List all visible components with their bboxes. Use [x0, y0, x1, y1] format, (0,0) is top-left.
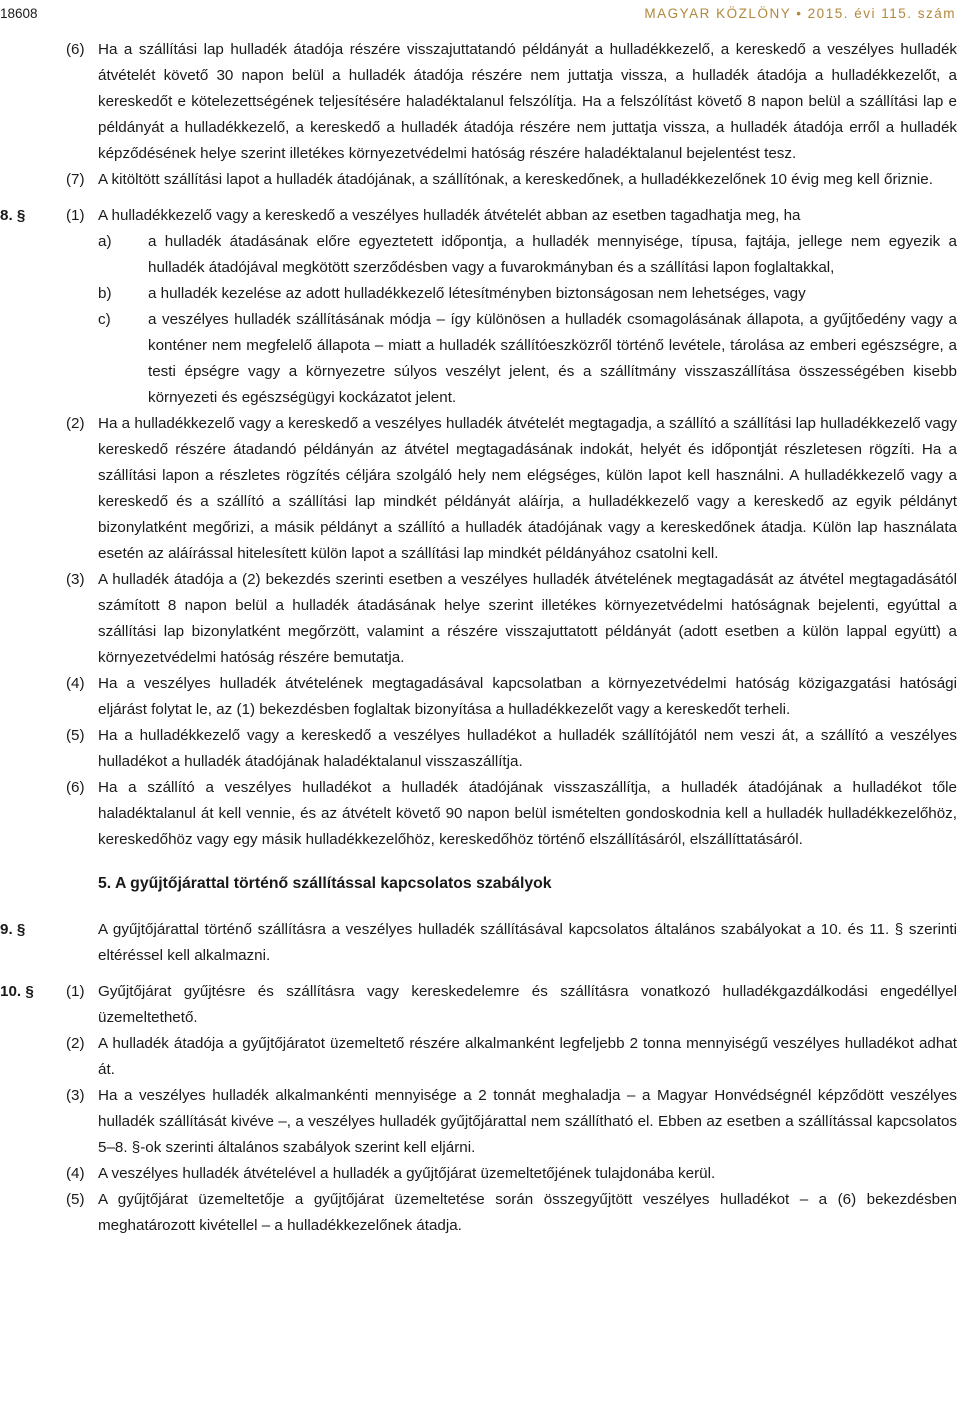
paragraph [0, 1031, 960, 1083]
paragraph-text: a hulladék kezelése az adott hulladékkezelő létesítményben biztonságosan nem lehetséges, vagy [148, 285, 806, 302]
document-body [0, 37, 960, 1239]
paragraph [0, 671, 960, 723]
section-number: 9. § [0, 921, 26, 938]
paragraph [0, 1161, 960, 1187]
paragraph-number: (2) [66, 415, 85, 432]
paragraph-text: A gyűjtőjárattal történő szállításra a veszélyes hulladék szállításával kapcsolatos általános szabályokat a 10. és 11. § szerinti eltéréssel kell alkalmazni. [98, 921, 957, 964]
section-heading: 5. A gyűjtőjárattal történő szállítással kapcsolatos szabályok [98, 875, 552, 892]
paragraph [0, 979, 960, 1031]
paragraph-number: (5) [66, 1191, 85, 1208]
paragraph-text: A hulladékkezelő vagy a kereskedő a veszélyes hulladék átvételét abban az esetben tagadhatja meg, ha [98, 207, 801, 224]
paragraph [0, 37, 960, 167]
paragraph-number: (1) [66, 983, 85, 1000]
paragraph [0, 203, 960, 229]
paragraph-number: (3) [66, 1087, 85, 1104]
paragraph [0, 1083, 960, 1161]
list-item [0, 307, 960, 411]
list-item [0, 281, 960, 307]
paragraph-text: Ha a szállító a veszélyes hulladékot a hulladék átadójának visszaszállítja, a hulladék átadójának a hulladékot tőle haladéktalanul át kell vennie, és az átvételt követő 90 napon belül ismételten gondoskodnia kell a hulladék hulladékkezelőhöz, kereskedőhöz vagy egy másik hulladékkezelőhöz, kereskedőhöz történő elszállításáról, elszállíttatásáról. [98, 779, 957, 848]
paragraph-text: A kitöltött szállítási lapot a hulladék átadójának, a szállítónak, a kereskedőnek, a hulladékkezelőnek 10 évig meg kell őriznie. [98, 171, 933, 188]
paragraph [0, 775, 960, 853]
paragraph-text: Ha a hulladékkezelő vagy a kereskedő a veszélyes hulladékot a hulladék szállítójától nem veszi át, a szállító a veszélyes hulladékot a hulladék átadójának haladéktalanul visszaszállítja. [98, 727, 957, 770]
paragraph-number: (6) [66, 779, 85, 796]
paragraph-text: A hulladék átadója a (2) bekezdés szerinti esetben a veszélyes hulladék átvételének megtagadását az átvétel megtagadásától számított 8 napon belül a hulladék átadásának helye szerint illetékes környezetvédelmi hatóságnak bejelenti, egyúttal a szállítási lap bizonylatként megőrzött, valamint a részére visszajuttatott példányát (adott esetben a külön lappal együtt) a környezetvédelmi hatóság részére bemutatja. [98, 571, 957, 666]
paragraph-text: A hulladék átadója a gyűjtőjáratot üzemeltető részére alkalmanként legfeljebb 2 tonna mennyiségű veszélyes hulladékot adhat át. [98, 1035, 957, 1078]
paragraph-number: (1) [66, 207, 85, 224]
paragraph-number: (5) [66, 727, 85, 744]
paragraph-number: (4) [66, 1165, 85, 1182]
section-number: 10. § [0, 983, 34, 1000]
paragraph-number: (7) [66, 171, 85, 188]
paragraph [0, 567, 960, 671]
paragraph-number: (4) [66, 675, 85, 692]
paragraph-text: Ha a szállítási lap hulladék átadója részére visszajuttatandó példányát a hulladékkezelő, a kereskedő a veszélyes hulladék átvételét követő 30 napon belül a hulladék átadója részére nem juttatja vissza, a hulladék átadója a hulladékkezelőt, a kereskedőt e kötelezettségének teljesítésére haladéktalanul felszólítja. Ha a felszólítást követő 8 napon belül a szállítási lap e példányát a hulladékkezelő, a kereskedő a hulladék átadója részére nem juttatja vissza, a hulladék átadója erről a hulladék képződésének helye szerint illetékes környezetvédelmi hatóság részére haladéktalanul bejelentést tesz. [98, 41, 957, 162]
paragraph [0, 411, 960, 567]
paragraph [0, 1187, 960, 1239]
paragraph-number: (3) [66, 571, 85, 588]
paragraph-text: a hulladék átadásának előre egyeztetett időpontja, a hulladék mennyisége, típusa, fajtája, jellege nem egyezik a hulladék átadójával megkötött szerződésben vagy a fuvarokmányban és a szállítási lapon foglaltakkal, [148, 233, 957, 276]
paragraph-text: A gyűjtőjárat üzemeltetője a gyűjtőjárat üzemeltetése során összegyűjtött veszélyes hulladékot – a (6) bekezdésben meghatározott kivétellel – a hulladékkezelőnek átadja. [98, 1191, 957, 1234]
paragraph-text: Gyűjtőjárat gyűjtésre és szállításra vagy kereskedelemre és szállításra vonatkozó hulladékgazdálkodási engedéllyel üzemeltethető. [98, 983, 957, 1026]
paragraph-text: Ha a hulladékkezelő vagy a kereskedő a veszélyes hulladék átvételét megtagadja, a szállító a szállítási lap hulladékkezelő vagy kereskedő részére átadandó példányán az átvétel megtagadásának indokát, helyét és időpontját részletesen rögzíti. Ha a szállítási lapon a részletes rögzítés céljára szolgáló hely nem elégséges, külön lapot kell használni. A hulladékkezelő vagy a kereskedő és a szállító a szállítási lap mindkét példányát aláírja, a hulladékkezelő vagy a kereskedő az egyik példányt bizonylatként megőrizi, a másik példányt a szállító a hulladék átadójának vagy a kereskedőnek átadja. Külön lap használata esetén az aláírással hitelesített külön lapot a szállítási lap mindkét példányához csatolni kell. [98, 415, 957, 562]
paragraph [0, 723, 960, 775]
paragraph-number: (2) [66, 1035, 85, 1052]
page-header [0, 6, 960, 24]
paragraph-number: b) [98, 285, 112, 302]
section-number: 8. § [0, 207, 26, 224]
journal-title: MAGYAR KÖZLÖNY • 2015. évi 115. szám [644, 6, 956, 21]
paragraph [0, 917, 960, 969]
paragraph-text: a veszélyes hulladék szállításának módja – így különösen a hulladék csomagolásának állapota, a gyűjtőedény vagy a konténer nem megfelelő állapota – miatt a hulladék szállítóeszközről történő levétele, tárolása az emberi egészségre, a testi épségre vagy a környezetre súlyos veszélyt jelent, és a szállítmány visszaszállítása összességében kisebb környezeti és egészségügyi kockázatot jelent. [148, 311, 957, 406]
paragraph [0, 167, 960, 193]
page-number: 18608 [0, 6, 38, 21]
paragraph-text: Ha a veszélyes hulladék átvételének megtagadásával kapcsolatban a környezetvédelmi hatóság közigazgatási hatósági eljárást folytat le, az (1) bekezdésben foglaltak bizonyítása a hulladékkezelőt vagy a kereskedőt terheli. [98, 675, 957, 718]
list-item [0, 229, 960, 281]
paragraph-number: c) [98, 311, 111, 328]
paragraph-text: Ha a veszélyes hulladék alkalmankénti mennyisége a 2 tonnát meghaladja – a Magyar Honvédségnél képződött veszélyes hulladék szállítását kivéve –, a veszélyes hulladék gyűjtőjárattal nem szállítható el. Ebben az esetben a szállítással kapcsolatos 5–8. §-ok szerinti általános szabályok szerint kell eljárni. [98, 1087, 957, 1156]
paragraph-number: (6) [66, 41, 85, 58]
paragraph-number: a) [98, 233, 112, 250]
paragraph-text: A veszélyes hulladék átvételével a hulladék a gyűjtőjárat üzemeltetőjének tulajdonába kerül. [98, 1165, 716, 1182]
